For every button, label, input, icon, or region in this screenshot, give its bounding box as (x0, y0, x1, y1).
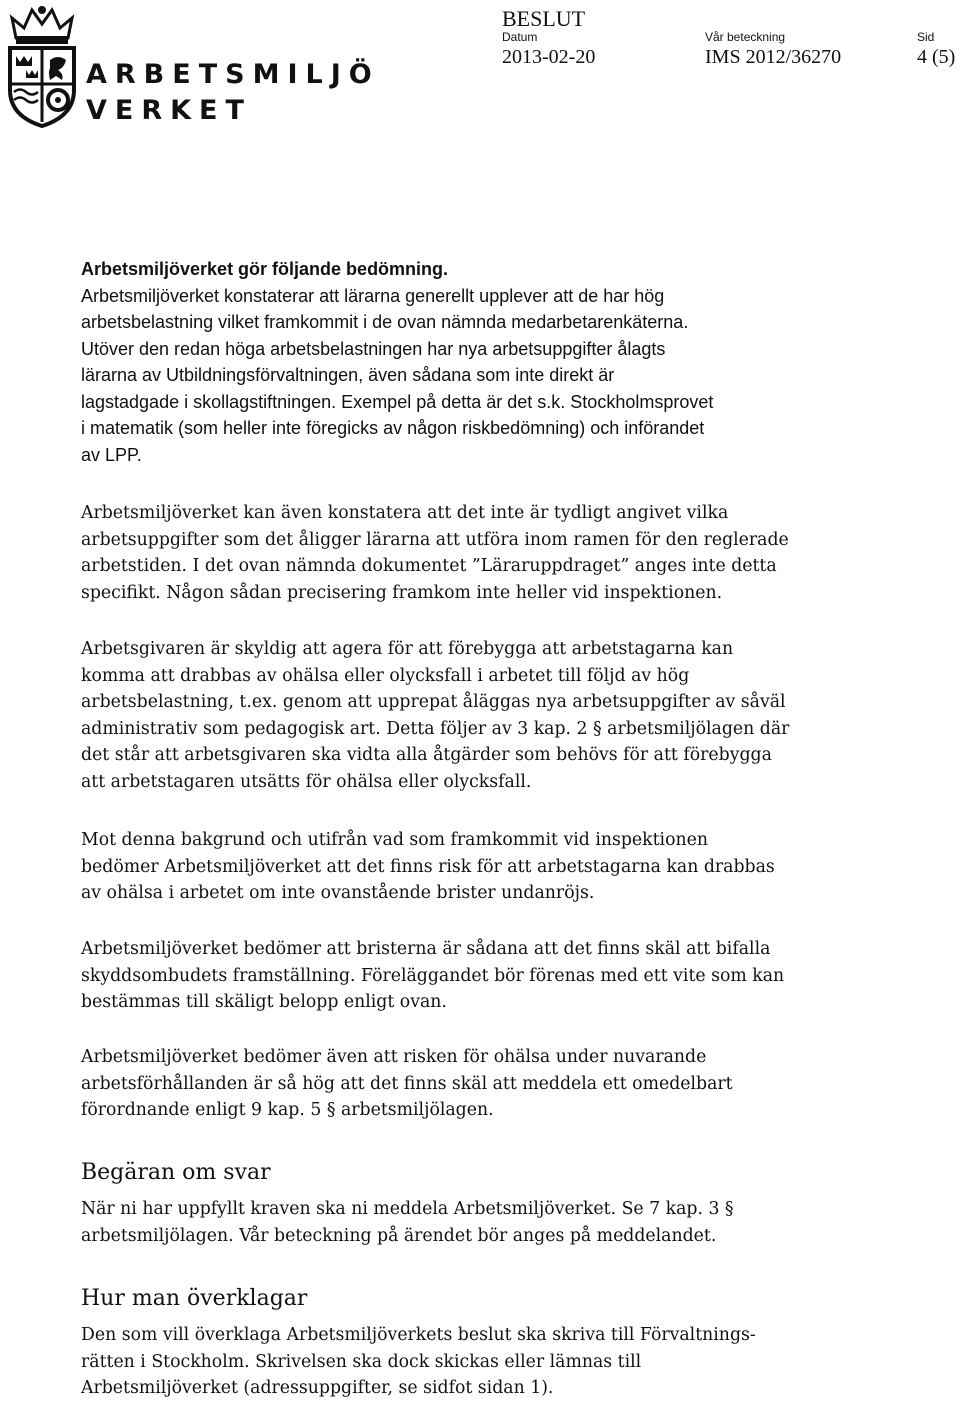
text-line: Arbetsmiljöverket bedömer att bristerna är sådana att det finns skäl att bifalla (81, 939, 771, 959)
assessment-section (81, 256, 881, 468)
text-line: Utöver den redan höga arbetsbelastningen har nya arbetsuppgifter ålagts (81, 338, 666, 359)
request-reply-body (81, 1196, 881, 1249)
logo-wordmark-line2: VERKET (86, 95, 252, 126)
text-line: arbetstiden. I det ovan nämnda dokumentet ”Läraruppdraget” anges inte detta (81, 556, 777, 576)
appeal-heading: Hur man överklagar (81, 1286, 308, 1311)
text-line: Mot denna bakgrund och utifrån vad som framkommit vid inspektionen (81, 830, 708, 850)
text-line: bedömer Arbetsmiljöverket att det finns risk för att arbetstagarna kan drabbas (81, 856, 775, 877)
agency-logo (2, 4, 380, 126)
paragraph-risk-assessment (81, 827, 881, 907)
date-value: 2013-02-20 (502, 46, 596, 68)
text-line: arbetsmiljölagen. Vår beteckning på ärendet bör anges på meddelandet. (81, 1225, 717, 1246)
text-line: skyddsombudets framställning. Föreläggandet bör förenas med ett vite som kan (81, 965, 785, 986)
text-line: arbetsförhållanden är så hög att det finns skäl att meddela ett omedelbart (81, 1073, 733, 1094)
text-line: Arbetsgivaren är skyldig att agera för att förebygga att arbetstagarna kan (81, 639, 734, 659)
text-line: av LPP. (81, 444, 142, 465)
text-line: lagstadgade i skollagstiftningen. Exempel på detta är det s.k. Stockholmsprovet (81, 391, 714, 412)
text-line: Arbetsmiljöverket konstaterar att lärarna generellt upplever att de har hög (81, 285, 665, 306)
paragraph-safety-rep-request (81, 936, 881, 1016)
page-number: 4 (5) (917, 46, 956, 68)
assessment-title: Arbetsmiljöverket gör följande bedömning. (81, 259, 449, 279)
document-type: BESLUT (502, 6, 586, 31)
coat-of-arms-icon (2, 4, 82, 128)
text-line: arbetsbelastning vilket framkommit i de ovan nämnda medarbetarenkäterna. (81, 312, 689, 332)
text-line: administrativ som pedagogisk art. Detta följer av 3 kap. 2 § arbetsmiljölagen där (81, 718, 790, 739)
reference-label: Vår beteckning (705, 30, 786, 44)
reference-value: IMS 2012/36270 (705, 46, 842, 68)
text-line: Arbetsmiljöverket bedömer även att risken för ohälsa under nuvarande (81, 1047, 707, 1067)
text-line: När ni har uppfyllt kraven ska ni meddela Arbetsmiljöverket. Se 7 kap. 3 § (81, 1199, 734, 1219)
text-line: Arbetsmiljöverket kan även konstatera att det inte är tydligt angivet vilka (81, 503, 729, 523)
text-line: specifikt. Någon sådan precisering framkom inte heller vid inspektionen. (81, 582, 723, 603)
text-line: arbetsbelastning, t.ex. genom att upprepat åläggas nya arbetsuppgifter av såväl (81, 692, 786, 712)
page-label: Sid (917, 30, 935, 44)
paragraph-immediate-order (81, 1044, 881, 1124)
text-line: av ohälsa i arbetet om inte ovanstående brister undanröjs. (81, 883, 595, 903)
text-line: förordnande enligt 9 kap. 5 § arbetsmiljölagen. (81, 1100, 494, 1120)
request-reply-heading: Begäran om svar (81, 1160, 271, 1185)
text-line: Den som vill överklaga Arbetsmiljöverkets beslut ska skriva till Förvaltnings- (81, 1325, 756, 1345)
text-line: arbetsuppgifter som det åligger lärarna att utföra inom ramen för den reglerade (81, 529, 789, 550)
paragraph-work-tasks (81, 500, 881, 606)
text-line: det står att arbetsgivaren ska vidta alla åtgärder som behövs för att förebygga (81, 745, 772, 765)
text-line: Arbetsmiljöverket (adressuppgifter, se sidfot sidan 1). (81, 1378, 554, 1398)
logo-wordmark-line1: ARBETSMILJÖ (86, 59, 380, 90)
paragraph-employer-duty (81, 636, 881, 795)
text-line: bestämmas till skäligt belopp enligt ovan. (81, 992, 447, 1012)
text-line: i matematik (som heller inte föregicks av någon riskbedömning) och införandet (81, 418, 705, 438)
appeal-body (81, 1322, 881, 1402)
text-line: lärarna av Utbildningsförvaltningen, även sådana som inte direkt är (81, 365, 615, 385)
text-line: att arbetstagaren utsätts för ohälsa eller olycksfall. (81, 771, 532, 792)
text-line: komma att drabbas av ohälsa eller olycksfall i arbetet till följd av hög (81, 665, 690, 686)
date-label: Datum (502, 30, 538, 44)
text-line: rätten i Stockholm. Skrivelsen ska dock skickas eller lämnas till (81, 1351, 642, 1372)
